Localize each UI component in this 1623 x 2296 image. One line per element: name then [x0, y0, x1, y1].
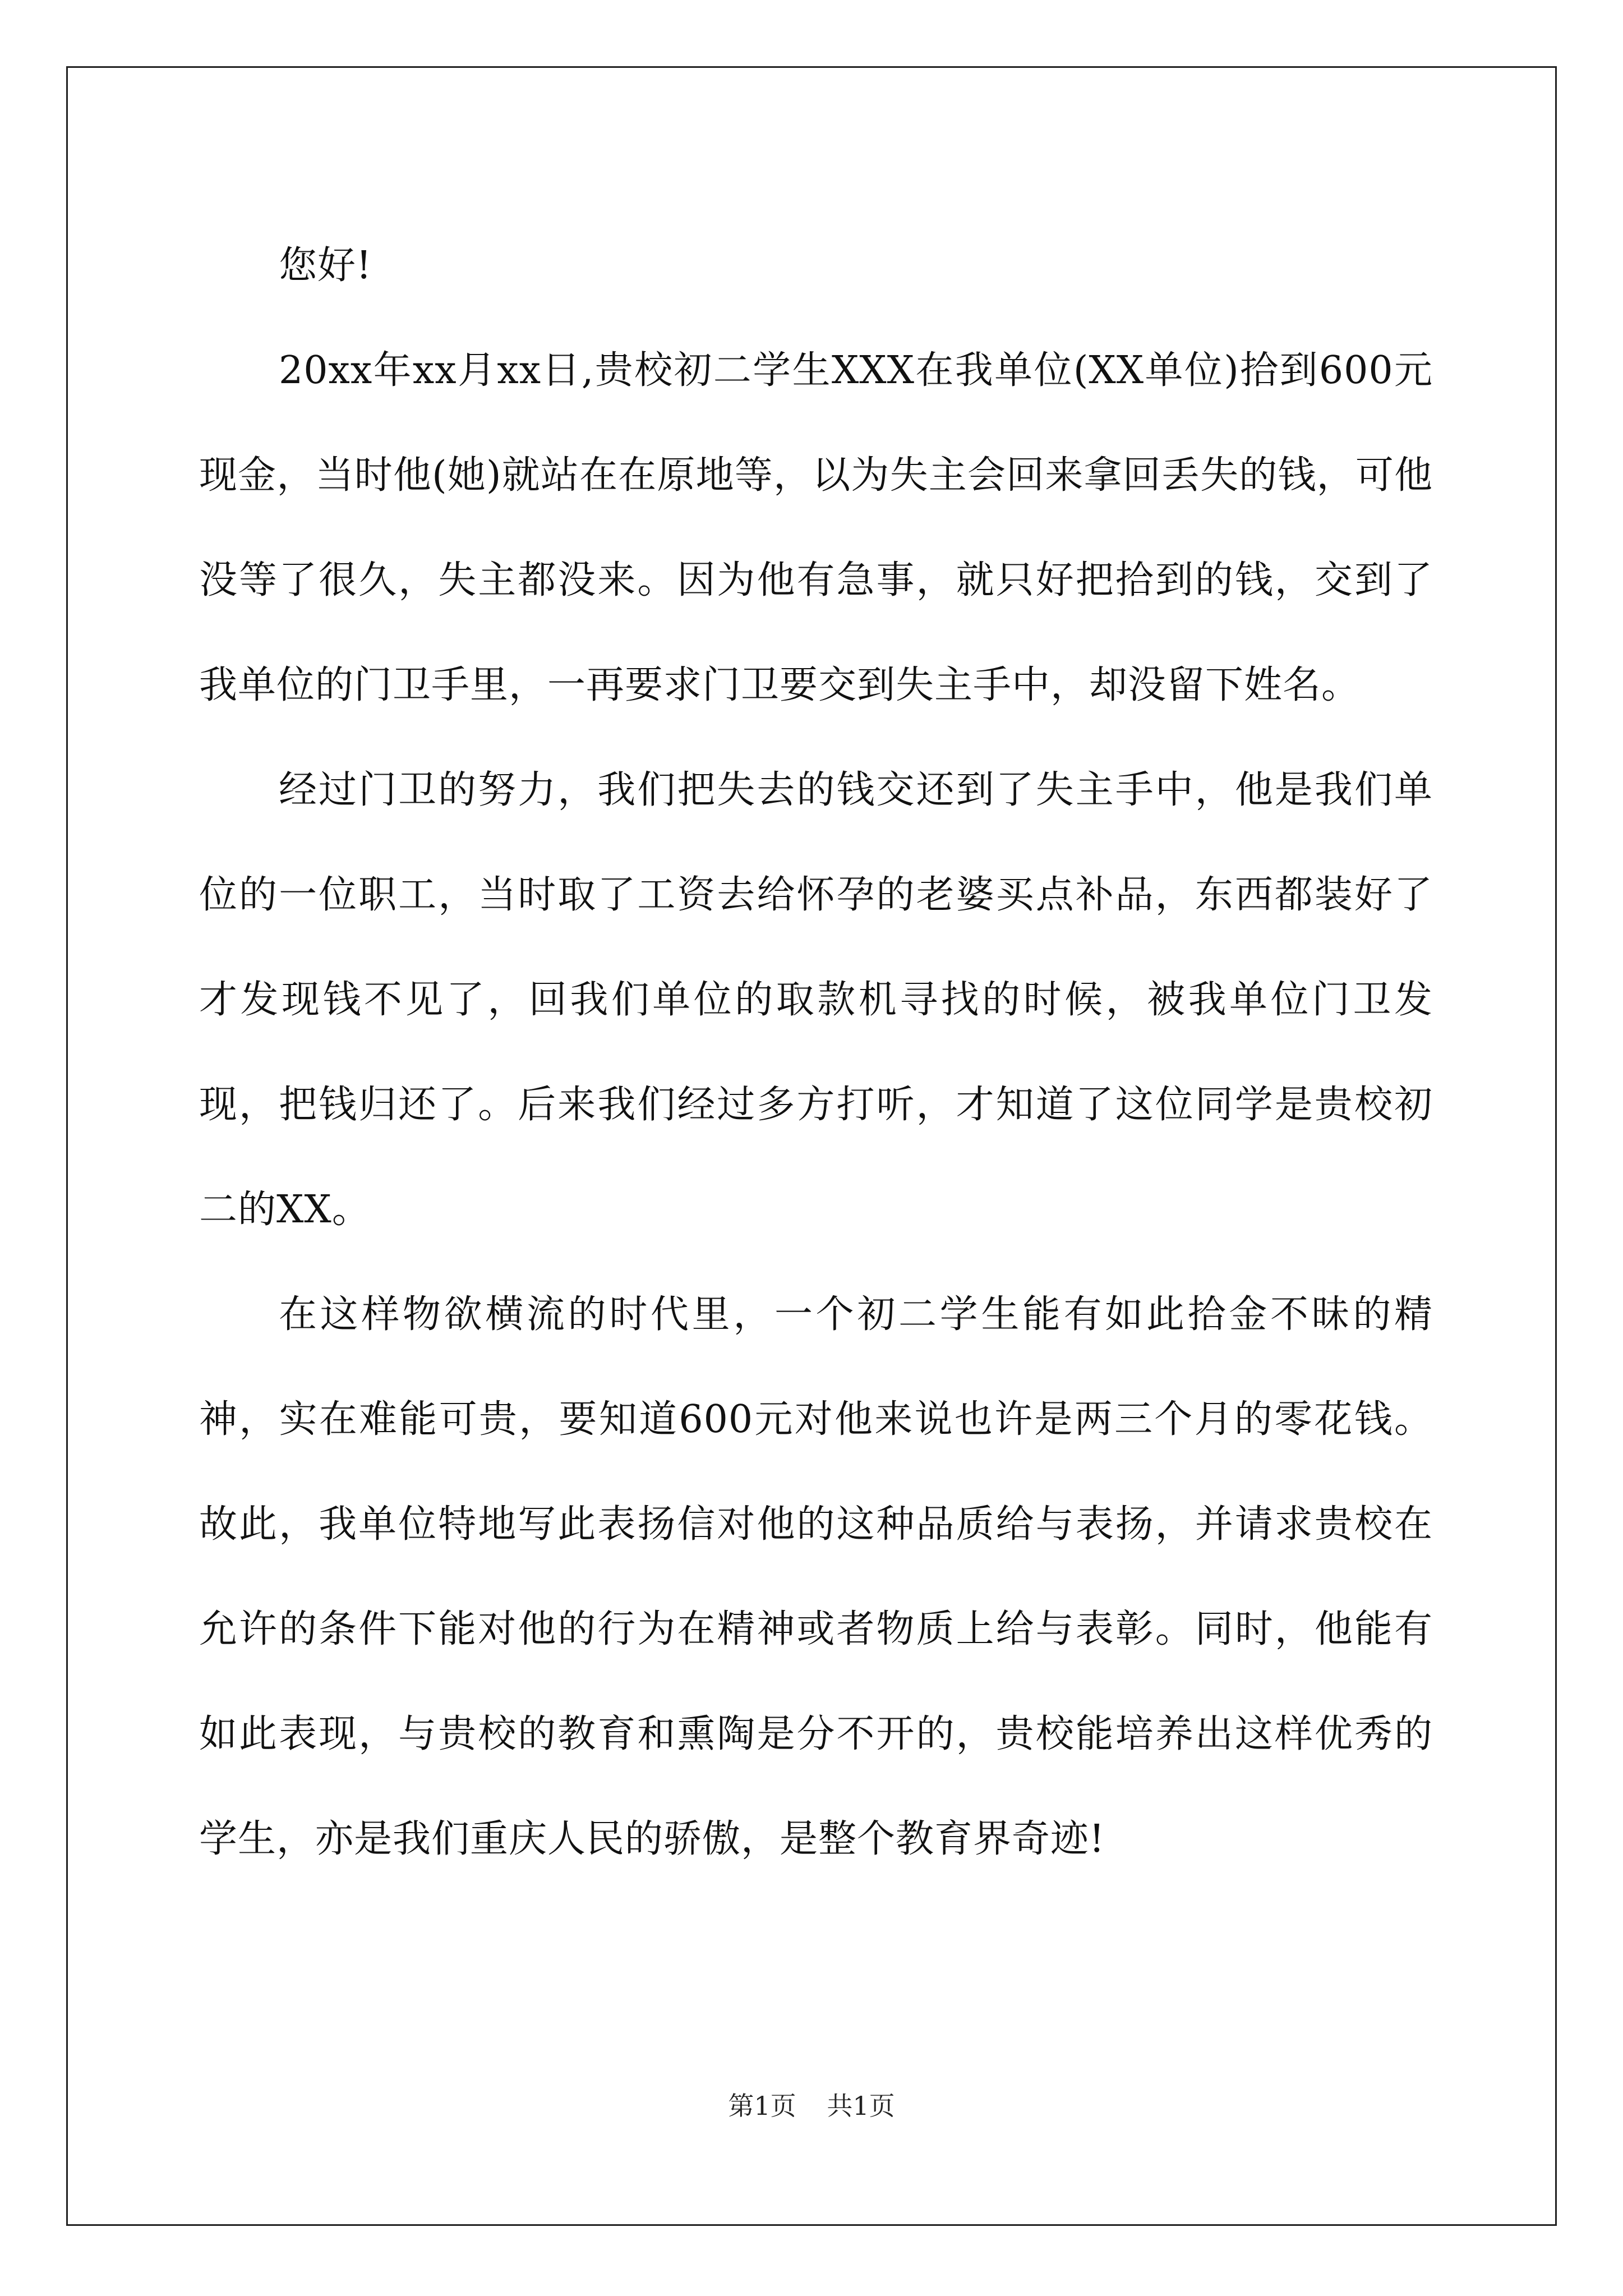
greeting: 您好!: [279, 243, 372, 288]
paragraph-2: 经过门卫的努力，我们把失去的钱交还到了失主手中，他是我们单位的一位职工，当时取了工资去给怀孕的老婆买点补品，东西都装好了才发现钱不见了，回我们单位的取款机寻找的时候，被我单位门卫发现，把钱归还了。后来我们经过多方打听，才知道了这位同学是贵校初二的XX。: [199, 768, 1433, 1232]
page-number-total: 共1页: [827, 2091, 895, 2121]
document-body: [199, 213, 1433, 1892]
paragraph-3: 在这样物欲横流的时代里，一个初二学生能有如此拾金不昧的精神，实在难能可贵，要知道600元对他来说也许是两三个月的零花钱。故此，我单位特地写此表扬信对他的这种品质给与表扬，并请求贵校在允许的条件下能对他的行为在精神或者物质上给与表彰。同时，他能有如此表现，与贵校的教育和熏陶是分不开的，贵校能培养出这样优秀的学生，亦是我们重庆人民的骄傲，是整个教育界奇迹!: [199, 1292, 1433, 1861]
page-footer: [0, 2086, 1623, 2123]
paragraph-1: 20xx年xx月xx日,贵校初二学生XXX在我单位(XX单位)拾到600元现金，当时他(她)就站在在原地等，以为失主会回来拿回丢失的钱，可他没等了很久，失主都没来。因为他有急事，就只好把拾到的钱，交到了我单位的门卫手里，一再要求门卫要交到失主手中，却没留下姓名。: [199, 348, 1433, 707]
page-number-current: 第1页: [728, 2091, 796, 2121]
